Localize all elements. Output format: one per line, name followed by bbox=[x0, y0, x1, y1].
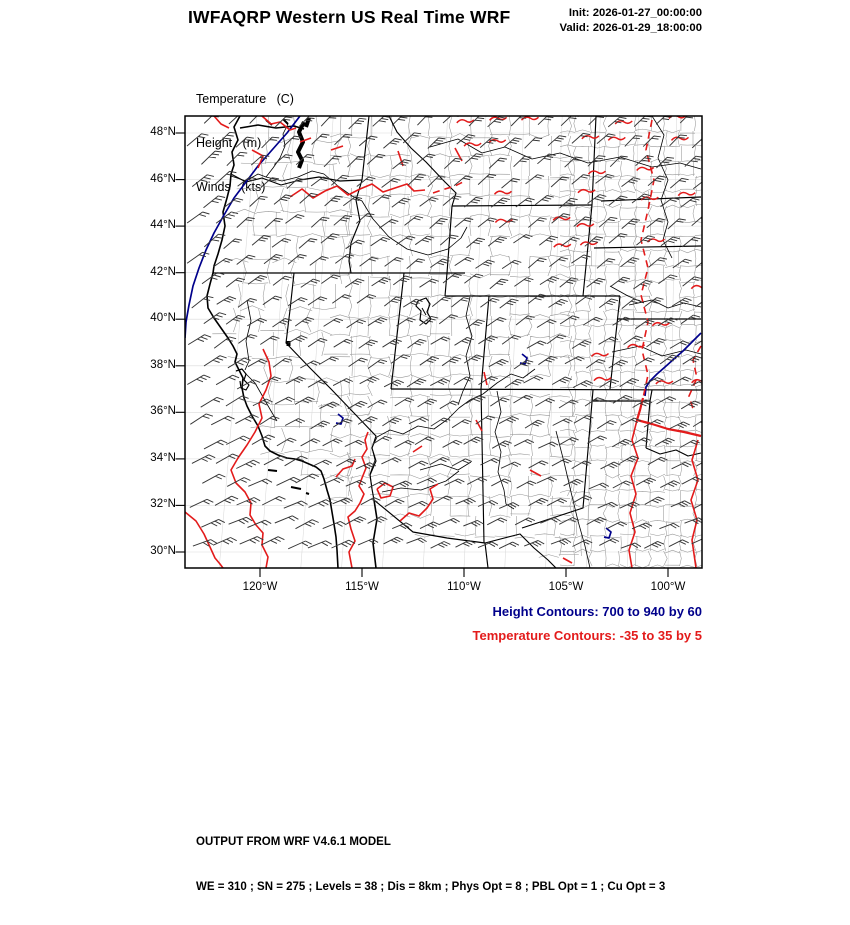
lat-tick-label: 32°N bbox=[150, 498, 176, 510]
footer-config-line: WE = 310 ; SN = 275 ; Levels = 38 ; Dis = 8km ; Phys Opt = 8 ; PBL Opt = 1 ; Cu Opt = 3 bbox=[196, 881, 666, 893]
legend-winds: Winds (kts) bbox=[196, 179, 266, 194]
footer-model-line: OUTPUT FROM WRF V4.6.1 MODEL bbox=[196, 836, 391, 848]
lon-tick-label: 110°W bbox=[447, 581, 481, 593]
lon-tick-label: 105°W bbox=[548, 581, 584, 593]
page-title: IWFAQRP Western US Real Time WRF bbox=[188, 7, 511, 27]
init-timestamp: Init: 2026-01-27_00:00:00 bbox=[568, 7, 702, 19]
legend-temperature: Temperature (C) bbox=[196, 92, 294, 107]
lon-tick-label: 100°W bbox=[650, 581, 686, 593]
height-contours-note: Height Contours: 700 to 940 by 60 bbox=[492, 604, 702, 619]
lat-tick-label: 44°N bbox=[150, 219, 176, 231]
lat-tick-label: 40°N bbox=[150, 312, 176, 324]
lat-tick-label: 42°N bbox=[150, 266, 176, 278]
lat-tick-label: 30°N bbox=[150, 545, 176, 557]
lat-tick-label: 48°N bbox=[150, 126, 176, 138]
lon-tick-label: 115°W bbox=[345, 581, 379, 593]
lon-tick-label: 120°W bbox=[242, 581, 278, 593]
temperature-contour-lines bbox=[185, 116, 701, 568]
lat-tick-label: 34°N bbox=[150, 452, 176, 464]
lat-tick-label: 36°N bbox=[150, 405, 176, 417]
legend-height: Height (m) bbox=[196, 135, 262, 150]
lat-tick-label: 38°N bbox=[150, 359, 176, 371]
model-footer bbox=[196, 805, 665, 925]
temperature-contours-note: Temperature Contours: -35 to 35 by 5 bbox=[472, 628, 702, 643]
valid-timestamp: Valid: 2026-01-29_18:00:00 bbox=[559, 21, 702, 34]
lat-tick-label: 46°N bbox=[150, 173, 176, 185]
